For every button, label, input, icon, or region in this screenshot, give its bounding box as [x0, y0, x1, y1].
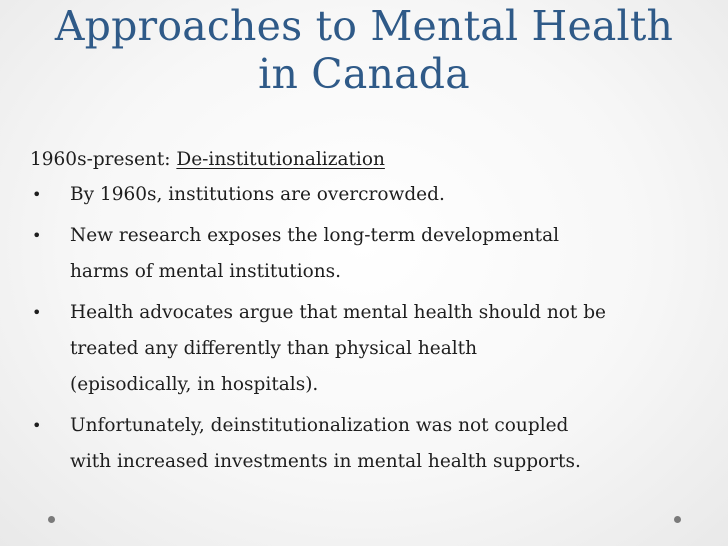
- bullet-line: By 1960s, institutions are overcrowded.: [70, 184, 445, 205]
- subheading-underlined-term: De-institutionalization: [176, 149, 385, 170]
- title-line-2: in Canada: [258, 50, 470, 98]
- title-line-1: Approaches to Mental Health: [54, 2, 674, 50]
- bullet-icon: •: [32, 185, 42, 204]
- corner-dot-right-icon: [674, 516, 681, 523]
- bullet-item-4: [30, 408, 700, 480]
- subheading-prefix: 1960s-present:: [30, 149, 177, 170]
- bullet-icon: •: [32, 303, 42, 322]
- bullet-list: [30, 177, 700, 480]
- bullet-line: (episodically, in hospitals).: [70, 374, 319, 395]
- bullet-line: Unfortunately, deinstitutionalization was not coupled: [70, 415, 569, 436]
- bullet-icon: •: [32, 226, 42, 245]
- bullet-item-1: [30, 177, 700, 213]
- bullet-line: New research exposes the long-term developmental: [70, 225, 560, 246]
- bullet-icon: •: [32, 416, 42, 435]
- corner-dot-left-icon: [48, 516, 55, 523]
- bullet-line: Health advocates argue that mental health should not be: [70, 302, 606, 323]
- bullet-line: with increased investments in mental health supports.: [70, 451, 581, 472]
- slide-content: [30, 145, 700, 485]
- bullet-item-2: [30, 218, 700, 290]
- section-subheading: [30, 145, 700, 175]
- bullet-line: harms of mental institutions.: [70, 261, 342, 282]
- bullet-item-3: [30, 295, 700, 403]
- bullet-line: treated any differently than physical health: [70, 338, 478, 359]
- slide-title: [20, 2, 708, 98]
